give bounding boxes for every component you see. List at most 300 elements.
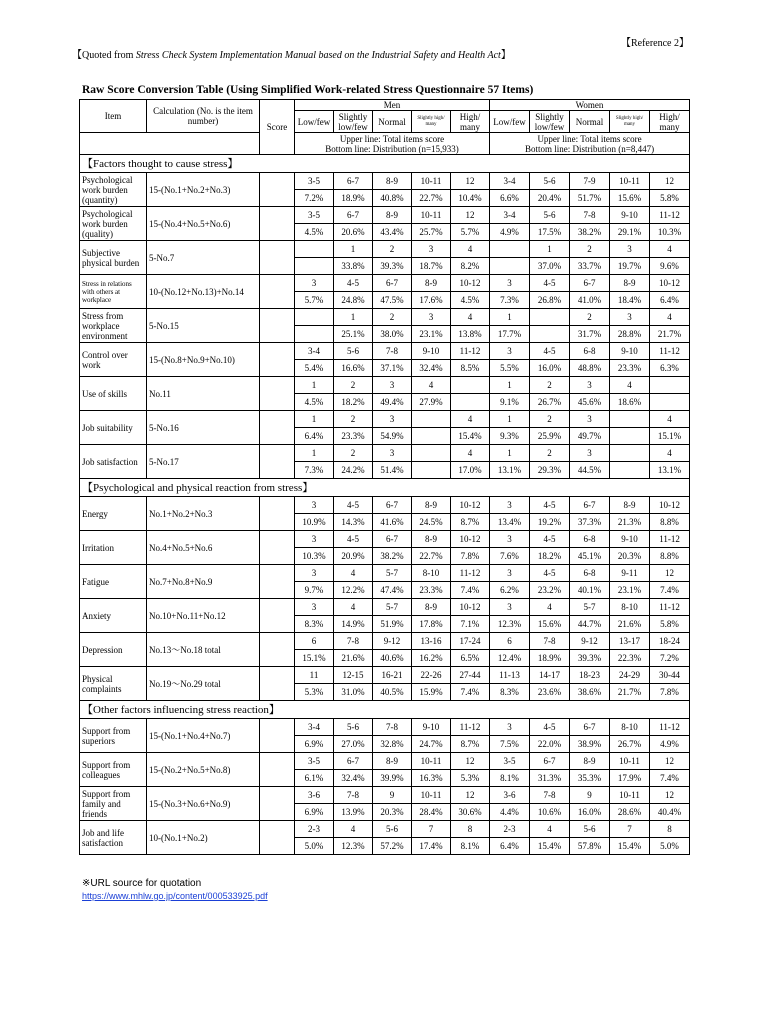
women-score-range: 2 xyxy=(570,309,610,326)
men-level-header: High/ many xyxy=(451,111,490,133)
women-distribution: 6.4% xyxy=(650,292,690,309)
women-distribution: 8.8% xyxy=(650,514,690,531)
men-distribution: 10.4% xyxy=(451,190,490,207)
section-header: 【Factors thought to cause stress】 xyxy=(80,155,690,173)
men-score-range: 6-7 xyxy=(373,497,412,514)
women-score-range: 18-23 xyxy=(570,667,610,684)
women-score-range: 7-8 xyxy=(570,207,610,224)
score-cell xyxy=(260,173,295,207)
men-legend xyxy=(295,133,490,155)
men-distribution: 13.9% xyxy=(334,804,373,821)
men-distribution: 7.8% xyxy=(451,548,490,565)
men-score-range: 1 xyxy=(295,445,334,462)
men-distribution: 23.1% xyxy=(412,326,451,343)
women-score-range: 12 xyxy=(650,565,690,582)
women-distribution: 5.0% xyxy=(650,838,690,855)
women-distribution: 26.7% xyxy=(610,736,650,753)
women-distribution: 15.6% xyxy=(610,190,650,207)
men-distribution: 15.4% xyxy=(451,428,490,445)
men-distribution: 30.6% xyxy=(451,804,490,821)
men-distribution xyxy=(412,428,451,445)
men-score-range: 4 xyxy=(451,309,490,326)
men-score-range: 22-26 xyxy=(412,667,451,684)
women-distribution: 8.3% xyxy=(490,684,530,701)
women-score-range: 6-8 xyxy=(570,565,610,582)
men-distribution: 33.8% xyxy=(334,258,373,275)
women-distribution: 26.8% xyxy=(530,292,570,309)
women-distribution: 48.8% xyxy=(570,360,610,377)
women-score-range: 4 xyxy=(650,309,690,326)
men-score-range: 7 xyxy=(412,821,451,838)
item-name: Psychological work burden (quality) xyxy=(80,207,147,241)
men-score-range: 5-7 xyxy=(373,599,412,616)
men-distribution: 32.4% xyxy=(412,360,451,377)
score-cell xyxy=(260,445,295,479)
women-distribution: 37.3% xyxy=(570,514,610,531)
men-score-range: 4 xyxy=(412,377,451,394)
women-distribution: 7.5% xyxy=(490,736,530,753)
men-score-range: 3-5 xyxy=(295,753,334,770)
women-score-range: 11-13 xyxy=(490,667,530,684)
calculation: 5-No.16 xyxy=(147,411,260,445)
women-distribution: 13.1% xyxy=(490,462,530,479)
table-title: Raw Score Conversion Table (Using Simplified Work-related Stress Questionnaire 57 Items) xyxy=(82,84,534,96)
men-score-range: 6-7 xyxy=(334,753,373,770)
men-score-range: 1 xyxy=(334,309,373,326)
women-distribution: 17.9% xyxy=(610,770,650,787)
women-distribution: 15.1% xyxy=(650,428,690,445)
score-cell xyxy=(260,343,295,377)
men-distribution: 6.4% xyxy=(295,428,334,445)
men-distribution: 4.5% xyxy=(295,224,334,241)
calculation: No.11 xyxy=(147,377,260,411)
men-distribution: 10.3% xyxy=(295,548,334,565)
women-distribution: 28.6% xyxy=(610,804,650,821)
item-name: Subjective physical burden xyxy=(80,241,147,275)
women-distribution: 5.5% xyxy=(490,360,530,377)
men-distribution: 4.5% xyxy=(295,394,334,411)
men-distribution: 24.2% xyxy=(334,462,373,479)
item-name: Stress in relations with others at workplace xyxy=(80,275,147,309)
men-distribution: 8.3% xyxy=(295,616,334,633)
women-distribution: 57.8% xyxy=(570,838,610,855)
score-cell xyxy=(260,667,295,701)
calculation: 15-(No.8+No.9+No.10) xyxy=(147,343,260,377)
women-distribution: 44.5% xyxy=(570,462,610,479)
calculation: No.7+No.8+No.9 xyxy=(147,565,260,599)
men-score-range: 10-11 xyxy=(412,787,451,804)
women-score-range: 4 xyxy=(650,241,690,258)
women-distribution: 7.6% xyxy=(490,548,530,565)
men-distribution: 6.9% xyxy=(295,736,334,753)
calculation: 15-(No.3+No.6+No.9) xyxy=(147,787,260,821)
men-score-range: 2 xyxy=(373,309,412,326)
men-distribution xyxy=(295,258,334,275)
men-score-range: 6-7 xyxy=(373,275,412,292)
women-distribution: 40.1% xyxy=(570,582,610,599)
women-distribution: 16.0% xyxy=(570,804,610,821)
women-score-range: 8-10 xyxy=(610,719,650,736)
women-distribution: 5.8% xyxy=(650,190,690,207)
source-link[interactable]: https://www.mhlw.go.jp/content/000533925.pdf xyxy=(82,891,268,901)
score-cell xyxy=(260,719,295,753)
section-header: 【Other factors influencing stress reaction】 xyxy=(80,701,690,719)
score-cell xyxy=(260,377,295,411)
women-distribution: 7.2% xyxy=(650,650,690,667)
women-score-range: 3 xyxy=(490,275,530,292)
women-score-range: 4 xyxy=(650,411,690,428)
women-score-range: 18-24 xyxy=(650,633,690,650)
men-score-range: 3 xyxy=(412,309,451,326)
men-score-range: 2 xyxy=(334,411,373,428)
women-score-range xyxy=(610,411,650,428)
women-distribution xyxy=(650,394,690,411)
women-distribution: 22.0% xyxy=(530,736,570,753)
men-score-range: 6-7 xyxy=(334,207,373,224)
men-distribution xyxy=(295,326,334,343)
women-distribution: 6.6% xyxy=(490,190,530,207)
men-score-range: 8-9 xyxy=(412,531,451,548)
men-distribution: 5.0% xyxy=(295,838,334,855)
women-score-range: 8-9 xyxy=(610,497,650,514)
women-score-range: 30-44 xyxy=(650,667,690,684)
men-score-range: 7-8 xyxy=(373,719,412,736)
calculation: No.19～No.29 total xyxy=(147,667,260,701)
men-score-range: 17-24 xyxy=(451,633,490,650)
men-distribution: 49.4% xyxy=(373,394,412,411)
item-name: Depression xyxy=(80,633,147,667)
men-distribution: 8.7% xyxy=(451,514,490,531)
women-distribution: 8.1% xyxy=(490,770,530,787)
men-distribution: 17.6% xyxy=(412,292,451,309)
men-distribution: 9.7% xyxy=(295,582,334,599)
calculation: No.13～No.18 total xyxy=(147,633,260,667)
women-distribution: 31.7% xyxy=(570,326,610,343)
women-level-header: High/ many xyxy=(650,111,690,133)
men-distribution: 27.0% xyxy=(334,736,373,753)
men-distribution xyxy=(412,462,451,479)
men-distribution: 51.4% xyxy=(373,462,412,479)
men-score-range: 3 xyxy=(295,531,334,548)
calculation: No.10+No.11+No.12 xyxy=(147,599,260,633)
men-score-range: 10-11 xyxy=(412,207,451,224)
men-distribution: 8.2% xyxy=(451,258,490,275)
women-score-range: 4-5 xyxy=(530,343,570,360)
women-score-range: 3 xyxy=(490,599,530,616)
women-distribution: 4.9% xyxy=(490,224,530,241)
men-distribution: 7.2% xyxy=(295,190,334,207)
women-distribution: 10.6% xyxy=(530,804,570,821)
calculation: 5-No.15 xyxy=(147,309,260,343)
men-score-range: 12 xyxy=(451,753,490,770)
men-score-range: 4-5 xyxy=(334,275,373,292)
women-score-range: 4 xyxy=(610,377,650,394)
men-score-range: 12 xyxy=(451,787,490,804)
women-score-range: 2 xyxy=(530,377,570,394)
women-distribution: 16.0% xyxy=(530,360,570,377)
men-distribution: 5.7% xyxy=(295,292,334,309)
header-item: Item xyxy=(80,100,147,133)
item-name: Job suitability xyxy=(80,411,147,445)
men-score-range: 5-6 xyxy=(373,821,412,838)
women-score-range: 11-12 xyxy=(650,599,690,616)
women-score-range: 8 xyxy=(650,821,690,838)
women-distribution: 4.4% xyxy=(490,804,530,821)
men-distribution: 20.6% xyxy=(334,224,373,241)
men-distribution: 24.8% xyxy=(334,292,373,309)
women-distribution: 25.9% xyxy=(530,428,570,445)
women-distribution xyxy=(610,462,650,479)
women-distribution: 7.3% xyxy=(490,292,530,309)
men-distribution: 6.1% xyxy=(295,770,334,787)
women-score-range: 3 xyxy=(490,531,530,548)
men-distribution: 21.6% xyxy=(334,650,373,667)
women-distribution: 6.4% xyxy=(490,838,530,855)
men-distribution: 6.5% xyxy=(451,650,490,667)
women-score-range: 6-7 xyxy=(570,719,610,736)
women-distribution: 26.7% xyxy=(530,394,570,411)
women-score-range: 9-12 xyxy=(570,633,610,650)
men-score-range: 8 xyxy=(451,821,490,838)
men-score-range: 3 xyxy=(295,275,334,292)
men-level-header: Slightly high/ many xyxy=(412,111,451,133)
women-level-header: Slightly high/ many xyxy=(610,111,650,133)
men-score-range: 10-12 xyxy=(451,275,490,292)
men-score-range: 3 xyxy=(373,411,412,428)
women-score-range: 3 xyxy=(490,565,530,582)
women-legend-text: Upper line: Total items score Bottom line: Distribution xyxy=(524,133,642,154)
men-score-range: 9 xyxy=(373,787,412,804)
men-score-range: 6 xyxy=(295,633,334,650)
women-distribution: 20.4% xyxy=(530,190,570,207)
men-distribution: 23.3% xyxy=(334,428,373,445)
score-cell xyxy=(260,531,295,565)
score-cell xyxy=(260,411,295,445)
item-name: Support from colleagues xyxy=(80,753,147,787)
men-distribution: 5.4% xyxy=(295,360,334,377)
women-score-range: 5-6 xyxy=(530,173,570,190)
score-cell xyxy=(260,241,295,275)
women-distribution xyxy=(490,258,530,275)
men-score-range: 11 xyxy=(295,667,334,684)
quote-suffix: 】 xyxy=(500,50,511,61)
women-distribution: 23.2% xyxy=(530,582,570,599)
item-name: Psychological work burden (quantity) xyxy=(80,173,147,207)
men-score-range: 4 xyxy=(334,565,373,582)
women-score-range: 6-8 xyxy=(570,343,610,360)
women-distribution: 40.4% xyxy=(650,804,690,821)
women-distribution: 6.2% xyxy=(490,582,530,599)
women-distribution: 33.7% xyxy=(570,258,610,275)
source-note: ※URL source for quotation xyxy=(82,878,202,889)
men-score-range xyxy=(412,411,451,428)
men-distribution: 24.7% xyxy=(412,736,451,753)
men-distribution: 39.9% xyxy=(373,770,412,787)
men-score-range: 3-5 xyxy=(295,207,334,224)
women-score-range: 3 xyxy=(490,343,530,360)
header-women: Women xyxy=(490,100,690,111)
women-distribution: 15.4% xyxy=(610,838,650,855)
item-name: Physical complaints xyxy=(80,667,147,701)
men-score-range: 11-12 xyxy=(451,343,490,360)
men-distribution: 20.9% xyxy=(334,548,373,565)
women-distribution: 17.7% xyxy=(490,326,530,343)
score-cell xyxy=(260,275,295,309)
men-score-range: 1 xyxy=(295,411,334,428)
women-distribution: 31.3% xyxy=(530,770,570,787)
women-score-range: 10-11 xyxy=(610,753,650,770)
women-distribution: 9.1% xyxy=(490,394,530,411)
men-distribution: 6.9% xyxy=(295,804,334,821)
women-score-range: 11-12 xyxy=(650,719,690,736)
men-distribution: 22.7% xyxy=(412,190,451,207)
header-men: Men xyxy=(295,100,490,111)
item-name: Support from superiors xyxy=(80,719,147,753)
women-distribution: 18.9% xyxy=(530,650,570,667)
women-distribution: 6.3% xyxy=(650,360,690,377)
men-score-range: 8-9 xyxy=(373,753,412,770)
women-score-range: 12 xyxy=(650,787,690,804)
men-score-range: 8-10 xyxy=(412,565,451,582)
men-distribution: 54.9% xyxy=(373,428,412,445)
item-name: Stress from workplace environment xyxy=(80,309,147,343)
women-score-range: 10-11 xyxy=(610,787,650,804)
women-score-range: 3 xyxy=(570,377,610,394)
men-score-range: 10-12 xyxy=(451,531,490,548)
women-distribution: 38.2% xyxy=(570,224,610,241)
men-score-range: 2 xyxy=(373,241,412,258)
women-score-range: 1 xyxy=(490,411,530,428)
men-distribution: 39.3% xyxy=(373,258,412,275)
women-distribution: 49.7% xyxy=(570,428,610,445)
men-distribution: 38.2% xyxy=(373,548,412,565)
women-distribution: 21.3% xyxy=(610,514,650,531)
men-distribution: 7.4% xyxy=(451,582,490,599)
quote-prefix: 【Quoted from xyxy=(72,50,136,61)
men-distribution: 16.2% xyxy=(412,650,451,667)
women-score-range: 8-9 xyxy=(570,753,610,770)
women-score-range: 12 xyxy=(650,753,690,770)
women-score-range: 9-10 xyxy=(610,343,650,360)
men-score-range: 8-9 xyxy=(373,207,412,224)
men-score-range: 10-11 xyxy=(412,753,451,770)
men-score-range: 9-12 xyxy=(373,633,412,650)
women-distribution: 7.8% xyxy=(650,684,690,701)
women-score-range: 5-6 xyxy=(530,207,570,224)
women-score-range: 9-10 xyxy=(610,207,650,224)
women-distribution: 21.7% xyxy=(650,326,690,343)
women-score-range: 5-6 xyxy=(570,821,610,838)
women-distribution: 12.4% xyxy=(490,650,530,667)
men-distribution: 15.9% xyxy=(412,684,451,701)
men-distribution: 22.7% xyxy=(412,548,451,565)
score-cell xyxy=(260,787,295,821)
women-score-range: 8-9 xyxy=(610,275,650,292)
women-distribution: 17.5% xyxy=(530,224,570,241)
men-score-range: 5-6 xyxy=(334,343,373,360)
conversion-table xyxy=(79,99,690,855)
item-name: Anxiety xyxy=(80,599,147,633)
women-score-range: 7-9 xyxy=(570,173,610,190)
men-distribution: 32.8% xyxy=(373,736,412,753)
men-score-range: 2 xyxy=(334,377,373,394)
men-distribution: 8.1% xyxy=(451,838,490,855)
men-distribution: 17.4% xyxy=(412,838,451,855)
item-name: Fatigue xyxy=(80,565,147,599)
score-cell xyxy=(260,497,295,531)
men-distribution: 28.4% xyxy=(412,804,451,821)
item-name: Use of skills xyxy=(80,377,147,411)
men-score-range: 7-8 xyxy=(334,633,373,650)
women-distribution: 39.3% xyxy=(570,650,610,667)
men-score-range: 7-8 xyxy=(334,787,373,804)
women-score-range: 7-8 xyxy=(530,787,570,804)
women-score-range: 7 xyxy=(610,821,650,838)
women-score-range: 4 xyxy=(650,445,690,462)
women-score-range xyxy=(530,309,570,326)
women-score-range: 8-10 xyxy=(610,599,650,616)
men-score-range xyxy=(451,377,490,394)
men-score-range: 5-6 xyxy=(334,719,373,736)
women-score-range: 14-17 xyxy=(530,667,570,684)
women-distribution: 18.4% xyxy=(610,292,650,309)
calculation: No.1+No.2+No.3 xyxy=(147,497,260,531)
men-score-range: 7-8 xyxy=(373,343,412,360)
men-score-range: 27-44 xyxy=(451,667,490,684)
women-score-range: 10-11 xyxy=(610,173,650,190)
item-name: Job and life satisfaction xyxy=(80,821,147,855)
women-distribution: 29.3% xyxy=(530,462,570,479)
men-distribution: 18.9% xyxy=(334,190,373,207)
men-distribution: 10.9% xyxy=(295,514,334,531)
item-name: Support from family and friends xyxy=(80,787,147,821)
men-score-range: 12 xyxy=(451,207,490,224)
women-distribution: 9.3% xyxy=(490,428,530,445)
men-distribution: 17.8% xyxy=(412,616,451,633)
men-score-range: 10-11 xyxy=(412,173,451,190)
reference-label: 【Reference 2】 xyxy=(620,38,689,49)
women-distribution: 5.8% xyxy=(650,616,690,633)
women-level-header: Low/few xyxy=(490,111,530,133)
score-cell xyxy=(260,821,295,855)
item-name: Energy xyxy=(80,497,147,531)
women-distribution: 12.3% xyxy=(490,616,530,633)
men-score-range: 3 xyxy=(412,241,451,258)
women-score-range: 6-7 xyxy=(530,753,570,770)
women-score-range: 2 xyxy=(530,445,570,462)
men-distribution: 17.0% xyxy=(451,462,490,479)
women-distribution: 19.7% xyxy=(610,258,650,275)
women-distribution: 35.3% xyxy=(570,770,610,787)
women-score-range: 9-11 xyxy=(610,565,650,582)
women-score-range: 24-29 xyxy=(610,667,650,684)
calculation: 15-(No.1+No.2+No.3) xyxy=(147,173,260,207)
women-distribution: 15.6% xyxy=(530,616,570,633)
men-score-range: 11-12 xyxy=(451,719,490,736)
score-cell xyxy=(260,599,295,633)
item-name: Control over work xyxy=(80,343,147,377)
women-score-range: 11-12 xyxy=(650,531,690,548)
men-score-range: 4 xyxy=(334,599,373,616)
calculation: 15-(No.1+No.4+No.7) xyxy=(147,719,260,753)
men-distribution: 8.5% xyxy=(451,360,490,377)
women-distribution: 23.1% xyxy=(610,582,650,599)
women-distribution: 38.6% xyxy=(570,684,610,701)
men-distribution: 57.2% xyxy=(373,838,412,855)
men-distribution: 5.3% xyxy=(295,684,334,701)
women-score-range: 7-8 xyxy=(530,633,570,650)
women-distribution: 51.7% xyxy=(570,190,610,207)
